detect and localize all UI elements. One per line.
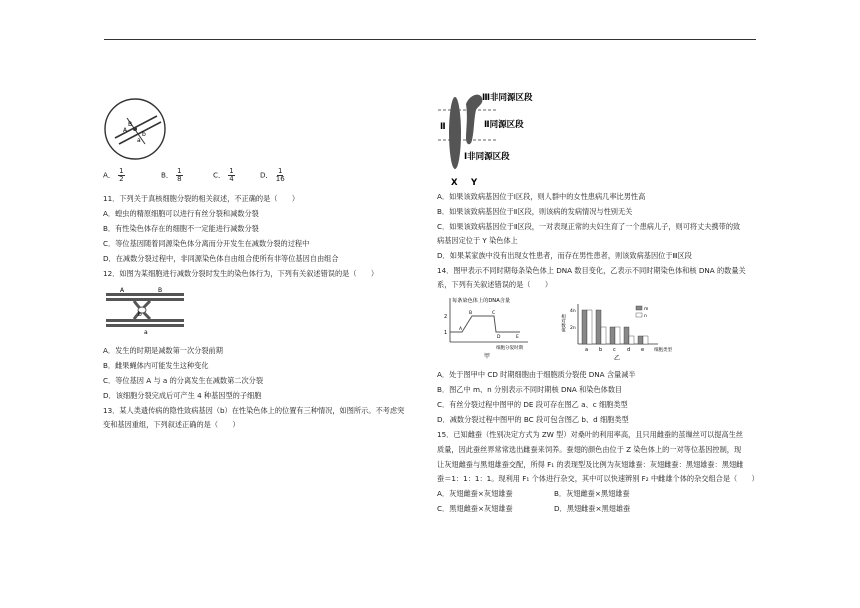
q14-jia-pt-C: C <box>492 311 496 316</box>
q12-option-a[interactable]: A．发生的时期是减数第一次分裂前期 <box>103 346 223 355</box>
q14-jia-title: 每条染色体上的DNA含量 <box>452 298 511 304</box>
q15-stem-line4: 蚕＝1：1：1：1。现利用 F₁ 个体进行杂交，其中可以快速辨别 F₂ 中雌雄个体的杂交组合是（ ） <box>437 474 759 483</box>
q10-option-c[interactable]: C． $\frac{1}{4}$ <box>213 167 234 183</box>
q14-option-d[interactable]: D．减数分裂过程中图甲的 BC 段可包含图乙 b、d 细胞类型 <box>437 415 629 424</box>
q14-yi-legend-n: n <box>644 314 647 319</box>
q10-cell-figure <box>101 96 171 162</box>
q11-option-d[interactable]: D．在减数分裂过程中，非同源染色体自由组合使所有非等位基因自由组合 <box>103 254 339 263</box>
q14-figure-jia <box>440 294 532 360</box>
q13-sex-chromosome-figure <box>438 88 578 188</box>
q10-option-d[interactable]: D． $\frac{1}{16}$ <box>260 167 285 183</box>
q14-jia-xlabel: 细胞分裂时期 <box>496 346 523 351</box>
q13-option-b[interactable]: B．如果该致病基因位于Ⅱ区段，则该病的发病情况与性别无关 <box>437 207 633 216</box>
q10-label-b: b <box>142 131 146 138</box>
q10-label-A: A <box>123 127 128 134</box>
q13-label-seg3: Ⅲ非同源区段 <box>482 93 533 103</box>
q14-option-b[interactable]: B．图乙中 m、n 分别表示不同时期核 DNA 和染色体数目 <box>437 385 623 394</box>
q14-yi-name: 乙 <box>614 355 621 362</box>
q13-option-c-line1[interactable]: C．如果该致病基因位于Ⅱ区段，一对表现正常的夫妇生育了一个患病儿子，则可将丈夫携带的致 <box>437 222 741 231</box>
q12-stem: 12．如图为某细胞进行减数分裂时发生的染色体行为，下列有关叙述错误的是（ ） <box>103 269 379 278</box>
q12-option-c[interactable]: C．等位基因 A 与 a 的分离发生在减数第二次分裂 <box>103 376 264 385</box>
q15-stem-line3: 让灰翅雌蚕与黑翅雄蚕交配，所得 F₁ 的表现型及比例为灰翅雄蚕：灰翅雌蚕：黑翅雄蚕：黑翅雌 <box>437 460 744 469</box>
q13-option-c-line2: 病基因定位于 Y 染色体上 <box>437 236 518 245</box>
q11-option-a[interactable]: A．蝗虫的精原细胞可以进行有丝分裂和减数分裂 <box>103 209 259 218</box>
q12-label-A: A <box>120 287 125 294</box>
q13-label-x: X <box>451 178 458 188</box>
q14-yi-legend-m: m <box>644 307 649 312</box>
q12-label-b: b <box>138 311 142 318</box>
q12-option-d[interactable]: D．该细胞分裂完成后可产生 4 种基因型的子细胞 <box>103 391 262 400</box>
q14-yi-xlabel: 细胞类型 <box>654 348 672 353</box>
q14-yi-y4: 4n <box>570 309 576 314</box>
q12-option-b[interactable]: B．雌果蝇体内可能发生这种变化 <box>103 361 209 370</box>
q14-figure-yi <box>562 300 682 362</box>
q15-stem-line1: 15．已知雌蚕（性别决定方式为 ZW 型）对桑叶的利用率高，且只用雌蚕的茧缫丝可以提高生丝 <box>437 430 744 439</box>
q15-option-d[interactable]: D．黑翅雌蚕×黑翅雄蚕 <box>554 504 631 513</box>
q12-crossover-figure <box>104 285 186 335</box>
q13-option-d[interactable]: D．如果某家族中没有出现女性患者，而存在男性患者，则该致病基因位于Ⅲ区段 <box>437 251 692 260</box>
q14-jia-pt-A: A <box>459 327 463 332</box>
q14-yi-ylabel: 相对数值 <box>560 314 566 332</box>
q14-jia-pt-E: E <box>516 335 519 340</box>
q13-label-seg2b: Ⅱ同源区段 <box>484 120 524 130</box>
q13-label-seg1: Ⅰ非同源区段 <box>464 152 510 162</box>
q14-stem-line1: 14．图甲表示不同时期每条染色体上 DNA 数目变化，乙表示不同时期染色体和核 DNA 的数量关 <box>437 266 746 275</box>
q14-jia-pt-D: D <box>497 335 501 340</box>
q14-jia-y1: 1 <box>444 330 448 336</box>
q10-label-a: a <box>137 137 141 144</box>
q14-jia-y2: 2 <box>444 314 448 320</box>
q13-option-a[interactable]: A．如果该致病基因位于Ⅰ区段，则人群中的女性患病几率比男性高 <box>437 192 646 201</box>
q12-label-B: B <box>158 287 163 294</box>
q12-label-a: a <box>144 329 148 336</box>
q14-stem-line2: 系，下列有关叙述错误的是（ ） <box>437 280 553 289</box>
q14-yi-cat-a: a <box>585 347 589 353</box>
q14-yi-cat-b: b <box>599 347 603 353</box>
q13-stem-line2: 变和基因重组，下列叙述正确的是（ ） <box>103 420 240 429</box>
q11-option-b[interactable]: B．有性染色体存在的细胞不一定能进行减数分裂 <box>103 224 259 233</box>
q14-option-c[interactable]: C．有丝分裂过程中图甲的 DE 段可存在图乙 a、c 细胞类型 <box>437 400 628 409</box>
q15-stem-line2: 质量，因此蚕丝界常常选出雌蚕来饲养。蚕翅的颜色由位于 Z 染色体上的一对等位基因控制，现 <box>437 445 742 454</box>
q14-option-a[interactable]: A．处于图甲中 CD 时期细胞由于细胞质分裂使 DNA 含量减半 <box>437 370 636 379</box>
q14-jia-pt-B: B <box>469 311 473 316</box>
q15-option-b[interactable]: B．灰翅雌蚕×黑翅雄蚕 <box>554 489 630 498</box>
q15-option-c[interactable]: C．黑翅雌蚕×灰翅雄蚕 <box>437 504 513 513</box>
q10-option-b[interactable]: B． $\frac{1}{8}$ <box>161 167 182 183</box>
q14-yi-cat-d: d <box>627 347 631 353</box>
q14-jia-name: 甲 <box>484 353 491 360</box>
q14-yi-cat-c: c <box>613 347 616 353</box>
q13-label-y: Y <box>471 178 478 188</box>
q10-label-B: B <box>128 121 133 128</box>
q14-yi-cat-e: e <box>641 347 645 353</box>
header-rule <box>104 39 756 40</box>
q15-option-a[interactable]: A．灰翅雌蚕×灰翅雄蚕 <box>437 489 513 498</box>
q13-label-seg2a: Ⅱ <box>440 122 446 132</box>
q14-yi-y2: 2n <box>570 326 576 331</box>
q11-stem: 11．下列关于真核细胞分裂的相关叙述，不正确的是（ ） <box>103 194 300 203</box>
q10-option-a[interactable]: A． $\frac{1}{2}$ <box>103 167 124 183</box>
q11-option-c[interactable]: C．等位基因随着同源染色体分离而分开发生在减数分裂的过程中 <box>103 239 310 248</box>
q13-stem-line1: 13．某人类遗传病的隐性致病基因（b）在性染色体上的位置有三种情况，如图所示。不考虑突 <box>103 406 405 415</box>
